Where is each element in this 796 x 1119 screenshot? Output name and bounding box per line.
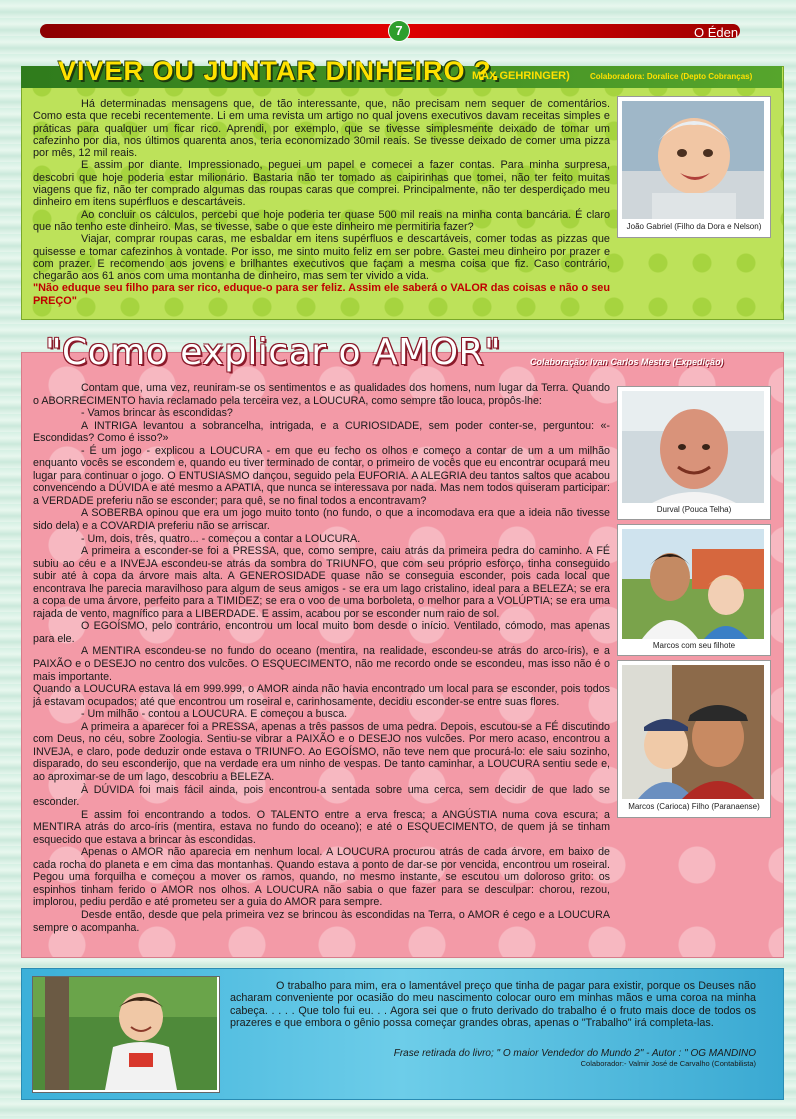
marcos-son-photo-image (622, 529, 764, 639)
quote-source: Frase retirada do livro; " O maior Vendedor do Mundo 2" - Autor : " OG MANDINO (393, 1048, 756, 1059)
paragraph: Há determinadas mensagens que, de tão interessante, que, não precisam nem sequer de comentários. Como esta que recebi recentemente. Li em uma revista um artigo no qual jovens executivos davam receitas simples e práticas para qualquer um ficar rico. Aprendi, por exemplo, que se tivesse simplesmente deixado de tomar um cafezinho por dia, nos últimos quarenta anos, teria economizado 30mil reais. Se tivesse deixado de comer uma pizza por mês, 12 mil reais. (33, 98, 610, 160)
article-money-author: MAX GEHRINGER) (472, 70, 570, 82)
article-money-collaborator: Colaboradora: Doralice (Depto Cobranças) (590, 72, 753, 81)
paragraph: A MENTIRA escondeu-se no fundo do oceano (mentira, na realidade, escondeu-se atrás do arco-íris), e a PAIXÃO e o DESEJO no centro dos vulcões. O ESQUECIMENTO, não me recordo onde se escondeu, mas isso não é o mais importante. (33, 645, 610, 683)
paragraph: Ao concluir os cálculos, percebi que hoje poderia ter quase 500 mil reais na minha conta bancária. É claro que não tenho este dinheiro. Mas, se tivesse, sabe o que este dinheiro me permitiria fazer? (33, 208, 610, 233)
photo-child (32, 976, 220, 1093)
quote-collaborator: Colaborador:- Valmir José de Carvalho (Contabilista) (580, 1059, 756, 1068)
page-number: 7 (388, 20, 410, 42)
paragraph: Apenas o AMOR não aparecia em nenhum local. A LOUCURA procurou atrás de cada árvore, em baixo de cada rocha do planeta e em cima das montanhas. Quando estava a ponto de dar-se por vencida, encontrou um roseiral. Pegou uma forquilha e começou a mover os ramos, quando, no mesmo instante, se escutou um doloroso grito: os espinhos tinham ferido o AMOR nos olhos. A LOUCURA não sabia o que fazer para se desculpar: chorou, rezou, implorou, pediu perdão e até prometeu ser a guia do AMOR para sempre. (33, 846, 610, 909)
paragraph: E assim por diante. Impressionado, peguei um papel e comecei a fazer contas. Para minha surpresa, descobri que hoje poderia estar milionário. Bastaria não ter tomado as caipirinhas que tomei, não ter feito muitas viagens que fiz, não ter comprado algumas das roupas caras que comprei. Principalmente, não ter desperdiçado meu dinheiro em itens supérfluos e descartáveis. (33, 159, 610, 209)
article-money-body (33, 98, 610, 307)
paragraph: O trabalho para mim, era o lamentável preço que tinha de pagar para existir, porque os Deuses não acharam conveniente por ocasião do meu nascimento colocar ouro em minhas mãos e uma coroa na minha cabeça. . . . . Que tolo fui eu. . . Agora sei que o fruto derivado do trabalho é o fruto mais doce de todos os prazeres e que embora o gênio possa começar grandes obras, apenas o "Trabalho" irá completa-las. (230, 980, 756, 1030)
photo-marcos-son (617, 524, 771, 656)
photo-caption: Durval (Pouca Telha) (656, 505, 732, 514)
photo-marcos-carioca (617, 660, 771, 818)
baby-photo-image (622, 101, 764, 219)
photo-caption: Marcos (Carioca) Filho (Paranaense) (628, 802, 760, 811)
paragraph: O EGOÍSMO, pelo contrário, encontrou um local muito bom desde o início. Ventilado, cómodo, mas apenas para ele. (33, 620, 610, 645)
photo-caption: João Gabriel (Filho da Dora e Nelson) (626, 222, 762, 231)
paragraph: A primeira a esconder-se foi a PRESSA, que, como sempre, caiu atrás da primeira pedra do caminho. A FÉ subiu ao céu e a INVEJA escondeu-se atrás da sombra do TRIUNFO, que com seu próprio esforço, tinha conseguido subir até à copa da árvore mais alta. A GENEROSIDADE quase não se conseguia esconder, pois cada local que encontrava lhe parecia maravilhoso para algum de seus amigos - se era um lago cristalino, ideal para a BELEZA; se era a copa de uma árvore, perfeito para a TIMIDEZ; se era o voo de uma borboleta, o melhor para a VOLÚPTIA; se era uma rajada de vento, magnífico para a LIBERDADE. E assim, acabou por se esconder num raio de sol. (33, 545, 610, 620)
paragraph: Contam que, uma vez, reuniram-se os sentimentos e as qualidades dos homens, num lugar da Terra. Quando o ABORRECIMENTO havia reclamado pela terceira vez, a LOUCURA, como sempre tão louca, propôs-lhe: (33, 382, 610, 407)
photo-durval (617, 386, 771, 520)
article-love-collaborator: Colaboração: Ivan Carlos Mestre (Expedição) (530, 357, 724, 367)
article-love-title: "Como explicar o AMOR" (45, 332, 502, 373)
article-money-title: VIVER OU JUNTAR DINHEIRO ?. (58, 56, 501, 86)
quote-body (230, 980, 756, 1030)
paragraph: A INTRIGA levantou a sobrancelha, intrigada, e a CURIOSIDADE, sem poder conter-se, perguntou: «- Escondidas? Como é isso?» (33, 419, 610, 445)
paragraph: A primeira a aparecer foi a PRESSA, apenas a três passos de uma pedra. Depois, escutou-se a FÉ discutindo com Deus, no céu, sobre Zoologia. Sentiu-se vibrar a PAIXÃO e o DESEJO nos vulcões. Por mero acaso, encontrou a INVEJA, e claro, pode deduzir onde estava o TRIUNFO. Ao EGOÍSMO, não teve nem que procurá-lo: ele saiu sozinho, disparado, do seu esconderijo, que na verdade era um ninho de vespas. De tanto caminhar, a LOUCURA sentiu sede e, ao aproximar-se de um lago, descobriu a BELEZA. (33, 720, 610, 783)
paragraph: E assim foi encontrando a todos. O TALENTO entre a erva fresca; a ANGÚSTIA numa cova escura; a MENTIRA atrás do arco-íris (mentira, estava no fundo do oceano); e até o ESQUECIMENTO, de quem já se tinham esquecido que estava a brincar às escondidas. (33, 808, 610, 846)
paragraph: - Vamos brincar às escondidas? (81, 407, 233, 420)
child-photo-image (33, 977, 217, 1090)
paragraph: Desde então, desde que pela primeira vez se brincou às escondidas na Terra, o AMOR é cego e a LOUCURA sempre o acompanha. (33, 908, 610, 934)
durval-photo-image (622, 391, 764, 503)
paragraph: - Um milhão - contou a LOUCURA. E começou a busca. (81, 708, 348, 721)
article-love-body (33, 382, 610, 934)
paragraph: A SOBERBA opinou que era um jogo muito tonto (no fundo, o que a incomodava era que a ideia não tivesse sido dela) e a COVARDIA preferiu não se arriscar. (33, 507, 610, 533)
photo-caption: Marcos com seu filhote (652, 641, 736, 650)
paragraph: - Um, dois, três, quatro... - começou a contar a LOUCURA. (81, 532, 361, 545)
article-money-quote: "Não eduque seu filho para ser rico, eduque-o para ser feliz. Assim ele saberá o VALOR das coisas e não o seu PREÇO" (33, 282, 610, 307)
paragraph: Quando a LOUCURA estava lá em 999.999, o AMOR ainda não havia encontrado um local para se esconder, pois todos já estavam ocupados; até que encontrou um roseiral e, carinhosamente, decidiu esconder-se entre suas flores. (33, 683, 610, 708)
paragraph: À DÚVIDA foi mais fácil ainda, pois encontrou-a sentada sobre uma cerca, sem decidir de que lado se esconder. (33, 783, 610, 809)
magazine-name: O Éden (694, 25, 739, 40)
photo-baby (617, 96, 771, 238)
marcos-carioca-photo-image (622, 665, 764, 799)
paragraph: Viajar, comprar roupas caras, me esbaldar em itens supérfluos e descartáveis, comer todas as pizzas que quisesse e tomar cafezinhos à vontade. Por isso, me sinto muito feliz em ser pobre. Gastei meu dinheiro por prazer e com prazer. E recomendo aos jovens e brilhantes executivos que façam a mesma coisa que fiz. Caso contrário, chegarão aos 61 anos com uma montanha de dinheiro, mas sem ter vivido a vida. (33, 233, 610, 283)
paragraph: - É um jogo - explicou a LOUCURA - em que eu fecho os olhos e começo a contar de um a um milhão enquanto vocês se escondem e, quando eu tiver terminado de contar, o primeiro de vocês que eu encontrar ocupará meu lugar para continuar o jogo. O ENTUSIASMO dançou, seguido pela EUFORIA. A ALEGRIA deu tantos saltos que acabou convencendo a DÚVIDA e até mesmo a APATIA, que nunca se interessava por nada. Mas nem todos quiseram participar: a VERDADE preferiu não se esconder; para quê, se no final todos a encontravam? (33, 444, 610, 507)
